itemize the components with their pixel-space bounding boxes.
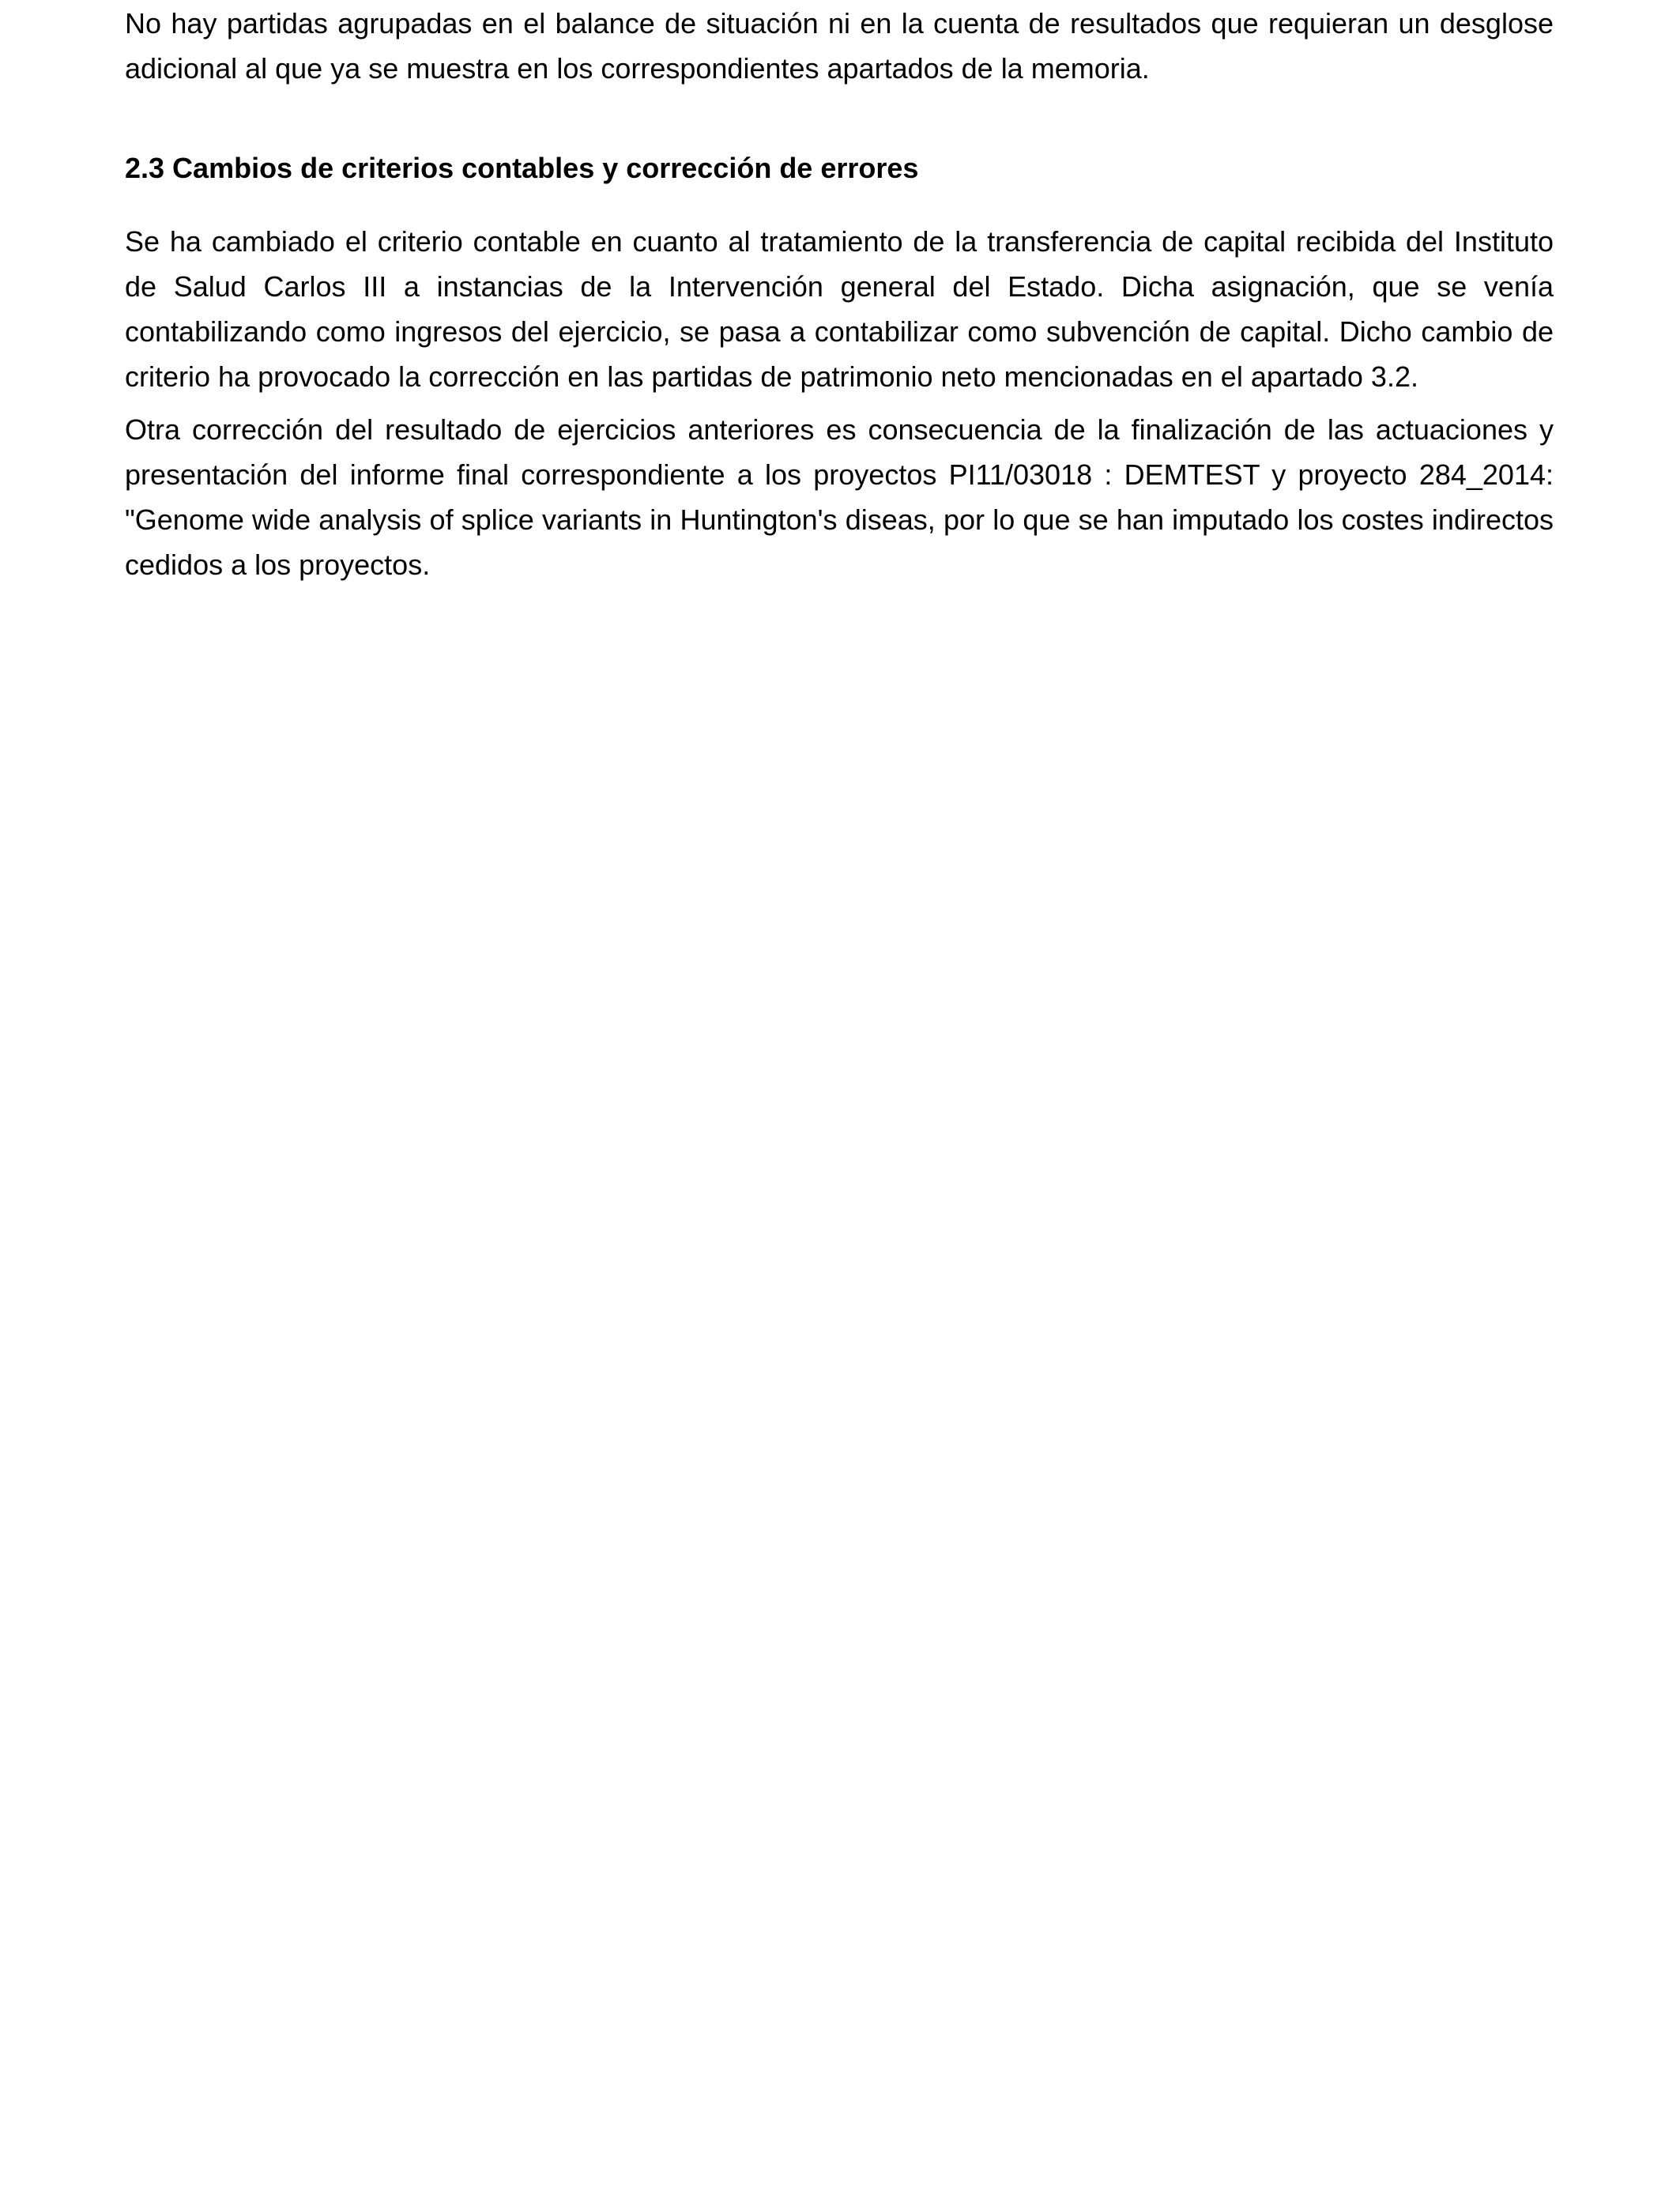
section-heading: 2.3 Cambios de criterios contables y corrección de errores [125,152,919,184]
intro-paragraph: No hay partidas agrupadas en el balance de situación ni en la cuenta de resultados que requieran un desglose adicional al que ya se muestra en los correspondientes apartados de la memoria. [125,7,1554,85]
criteria-change-paragraph: Se ha cambiado el criterio contable en cuanto al tratamiento de la transferencia de capital recibida del Instituto de Salud Carlos III a instancias de la Intervención general del Estado. Dicha asignación, que se venía contabilizando como ingresos del ejercicio, se pasa a contabilizar como subvención de capital. Dicho cambio de criterio ha provocado la corrección en las partidas de patrimonio neto mencionadas en el apartado 3.2. [125,225,1554,393]
document-body [125,0,1554,587]
error-correction-paragraph: Otra corrección del resultado de ejercicios anteriores es consecuencia de la finalización de las actuaciones y presentación del informe final correspondiente a los proyectos PI11/03018 : DEMTEST y proyecto 284_2014: "Genome wide analysis of splice variants in Huntington's diseas, por lo que se han imputado los costes indirectos cedidos a los proyectos. [125,413,1554,581]
